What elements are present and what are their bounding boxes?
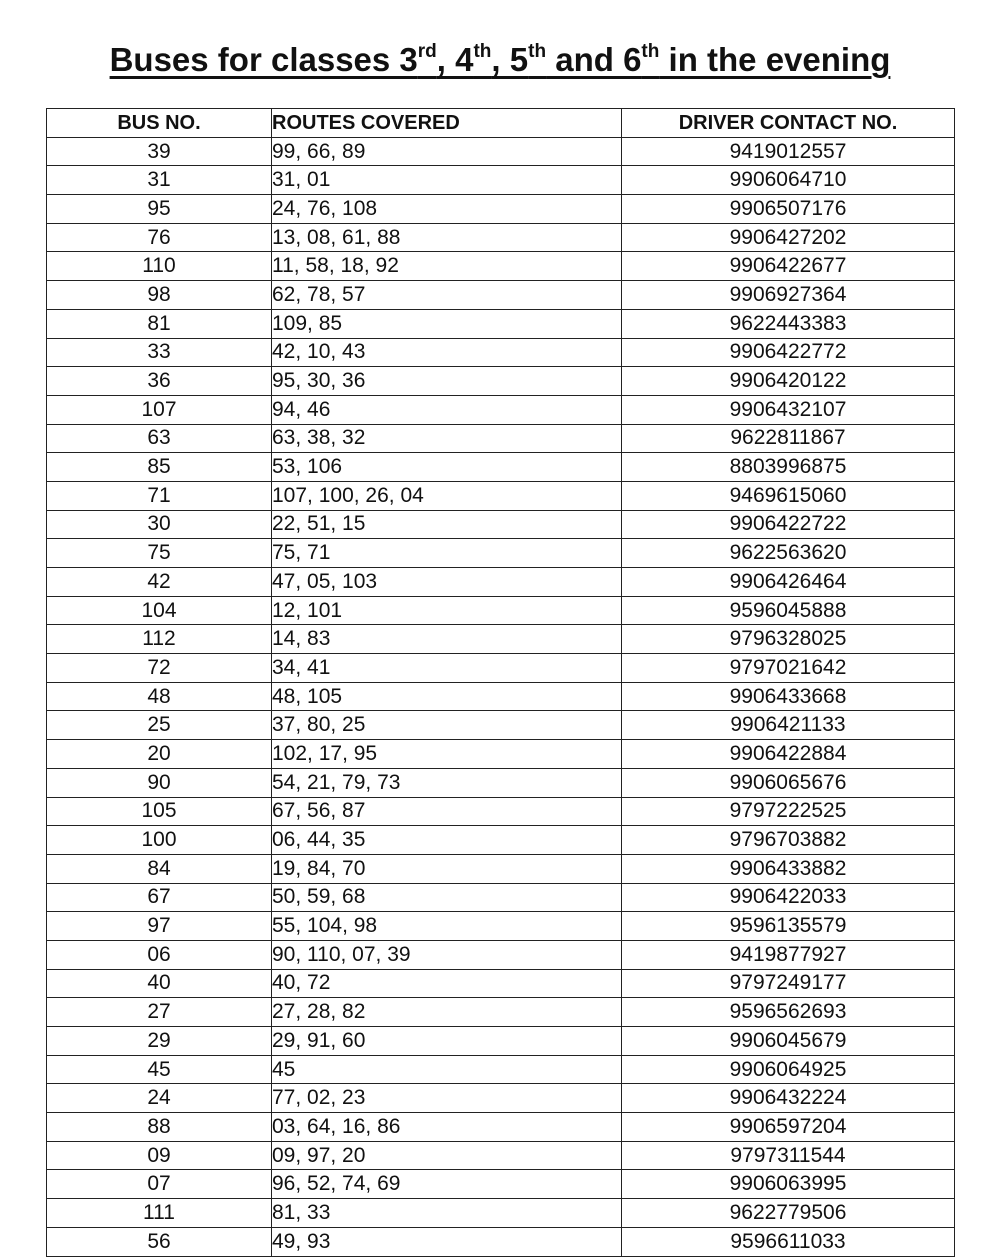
table-row <box>47 539 955 568</box>
routes-covered-cell: 03, 64, 16, 86 <box>272 1113 622 1142</box>
driver-contact-cell: 9622563620 <box>622 539 955 568</box>
table-row <box>47 395 955 424</box>
routes-covered-cell: 12, 101 <box>272 596 622 625</box>
driver-contact-cell: 9906507176 <box>622 195 955 224</box>
table-row <box>47 998 955 1027</box>
table-row <box>47 137 955 166</box>
bus-number-cell: 48 <box>47 682 272 711</box>
table-row <box>47 969 955 998</box>
driver-contact-cell: 9419877927 <box>622 940 955 969</box>
routes-covered-cell: 37, 80, 25 <box>272 711 622 740</box>
driver-contact-cell: 9596135579 <box>622 912 955 941</box>
bus-number-cell: 06 <box>47 940 272 969</box>
routes-covered-cell: 102, 17, 95 <box>272 740 622 769</box>
title-prefix: Buses for classes 3 <box>109 41 418 78</box>
table-row <box>47 854 955 883</box>
bus-number-cell: 40 <box>47 969 272 998</box>
routes-covered-cell: 99, 66, 89 <box>272 137 622 166</box>
routes-covered-cell: 95, 30, 36 <box>272 367 622 396</box>
bus-number-cell: 20 <box>47 740 272 769</box>
column-header-driver-contact: DRIVER CONTACT NO. <box>622 109 955 138</box>
driver-contact-cell: 9906064710 <box>622 166 955 195</box>
routes-covered-cell: 13, 08, 61, 88 <box>272 223 622 252</box>
title-part: and 6 <box>546 41 642 78</box>
bus-number-cell: 36 <box>47 367 272 396</box>
routes-covered-cell: 77, 02, 23 <box>272 1084 622 1113</box>
driver-contact-cell: 9622779506 <box>622 1199 955 1228</box>
bus-number-cell: 29 <box>47 1027 272 1056</box>
title-part: , 5 <box>491 41 529 78</box>
driver-contact-cell: 9906045679 <box>622 1027 955 1056</box>
driver-contact-cell: 9906064925 <box>622 1055 955 1084</box>
table-row <box>47 481 955 510</box>
bus-number-cell: 98 <box>47 281 272 310</box>
bus-number-cell: 100 <box>47 826 272 855</box>
routes-covered-cell: 107, 100, 26, 04 <box>272 481 622 510</box>
driver-contact-cell: 9906433882 <box>622 854 955 883</box>
driver-contact-cell: 9469615060 <box>622 481 955 510</box>
driver-contact-cell: 9796328025 <box>622 625 955 654</box>
title-superscript: th <box>641 41 660 62</box>
bus-number-cell: 107 <box>47 395 272 424</box>
routes-covered-cell: 109, 85 <box>272 309 622 338</box>
driver-contact-cell: 9796703882 <box>622 826 955 855</box>
table-row <box>47 740 955 769</box>
title-superscript: rd <box>417 41 437 62</box>
routes-covered-cell: 24, 76, 108 <box>272 195 622 224</box>
routes-covered-cell: 09, 97, 20 <box>272 1141 622 1170</box>
bus-number-cell: 24 <box>47 1084 272 1113</box>
routes-covered-cell: 96, 52, 74, 69 <box>272 1170 622 1199</box>
driver-contact-cell: 9906420122 <box>622 367 955 396</box>
bus-number-cell: 105 <box>47 797 272 826</box>
table-row <box>47 797 955 826</box>
driver-contact-cell: 9906433668 <box>622 682 955 711</box>
table-body <box>47 137 955 1256</box>
bus-schedule-table <box>46 108 955 1257</box>
bus-number-cell: 84 <box>47 854 272 883</box>
routes-covered-cell: 62, 78, 57 <box>272 281 622 310</box>
driver-contact-cell: 9906422677 <box>622 252 955 281</box>
driver-contact-cell: 9596562693 <box>622 998 955 1027</box>
driver-contact-cell: 9906063995 <box>622 1170 955 1199</box>
bus-number-cell: 111 <box>47 1199 272 1228</box>
table-row <box>47 1170 955 1199</box>
driver-contact-cell: 9906422722 <box>622 510 955 539</box>
driver-contact-cell: 9596611033 <box>622 1227 955 1256</box>
driver-contact-cell: 9906427202 <box>622 223 955 252</box>
routes-covered-cell: 29, 91, 60 <box>272 1027 622 1056</box>
routes-covered-cell: 90, 110, 07, 39 <box>272 940 622 969</box>
page-title-text <box>110 41 891 78</box>
table-row <box>47 768 955 797</box>
routes-covered-cell: 34, 41 <box>272 654 622 683</box>
bus-number-cell: 25 <box>47 711 272 740</box>
bus-number-cell: 88 <box>47 1113 272 1142</box>
title-part: , 4 <box>436 41 474 78</box>
bus-number-cell: 09 <box>47 1141 272 1170</box>
table-row <box>47 453 955 482</box>
bus-number-cell: 112 <box>47 625 272 654</box>
driver-contact-cell: 9596045888 <box>622 596 955 625</box>
driver-contact-cell: 9906422033 <box>622 883 955 912</box>
routes-covered-cell: 06, 44, 35 <box>272 826 622 855</box>
table-row <box>47 223 955 252</box>
routes-covered-cell: 31, 01 <box>272 166 622 195</box>
bus-number-cell: 71 <box>47 481 272 510</box>
routes-covered-cell: 50, 59, 68 <box>272 883 622 912</box>
table-row <box>47 912 955 941</box>
routes-covered-cell: 40, 72 <box>272 969 622 998</box>
table-row <box>47 1084 955 1113</box>
table-row <box>47 625 955 654</box>
routes-covered-cell: 54, 21, 79, 73 <box>272 768 622 797</box>
table-row <box>47 424 955 453</box>
page-title <box>0 38 1000 88</box>
bus-number-cell: 97 <box>47 912 272 941</box>
driver-contact-cell: 9906422884 <box>622 740 955 769</box>
driver-contact-cell: 9419012557 <box>622 137 955 166</box>
bus-number-cell: 95 <box>47 195 272 224</box>
routes-covered-cell: 94, 46 <box>272 395 622 424</box>
table-row <box>47 195 955 224</box>
title-suffix: in the evening <box>659 41 891 78</box>
routes-covered-cell: 22, 51, 15 <box>272 510 622 539</box>
routes-covered-cell: 63, 38, 32 <box>272 424 622 453</box>
driver-contact-cell: 9906065676 <box>622 768 955 797</box>
driver-contact-cell: 9906421133 <box>622 711 955 740</box>
bus-number-cell: 56 <box>47 1227 272 1256</box>
routes-covered-cell: 45 <box>272 1055 622 1084</box>
table-row <box>47 1055 955 1084</box>
driver-contact-cell: 9797222525 <box>622 797 955 826</box>
routes-covered-cell: 19, 84, 70 <box>272 854 622 883</box>
bus-number-cell: 42 <box>47 568 272 597</box>
driver-contact-cell: 9906426464 <box>622 568 955 597</box>
routes-covered-cell: 14, 83 <box>272 625 622 654</box>
driver-contact-cell: 9906422772 <box>622 338 955 367</box>
driver-contact-cell: 8803996875 <box>622 453 955 482</box>
driver-contact-cell: 9906927364 <box>622 281 955 310</box>
bus-number-cell: 85 <box>47 453 272 482</box>
bus-number-cell: 27 <box>47 998 272 1027</box>
bus-number-cell: 30 <box>47 510 272 539</box>
table-row <box>47 510 955 539</box>
table-row <box>47 568 955 597</box>
routes-covered-cell: 55, 104, 98 <box>272 912 622 941</box>
driver-contact-cell: 9797021642 <box>622 654 955 683</box>
table-row <box>47 596 955 625</box>
bus-number-cell: 110 <box>47 252 272 281</box>
driver-contact-cell: 9622443383 <box>622 309 955 338</box>
bus-number-cell: 39 <box>47 137 272 166</box>
routes-covered-cell: 49, 93 <box>272 1227 622 1256</box>
table-row <box>47 940 955 969</box>
table-row <box>47 1027 955 1056</box>
driver-contact-cell: 9906432107 <box>622 395 955 424</box>
table-row <box>47 682 955 711</box>
bus-number-cell: 81 <box>47 309 272 338</box>
routes-covered-cell: 47, 05, 103 <box>272 568 622 597</box>
table-row <box>47 826 955 855</box>
table-row <box>47 309 955 338</box>
table-row <box>47 338 955 367</box>
bus-number-cell: 90 <box>47 768 272 797</box>
bus-number-cell: 63 <box>47 424 272 453</box>
bus-number-cell: 45 <box>47 1055 272 1084</box>
bus-number-cell: 76 <box>47 223 272 252</box>
routes-covered-cell: 67, 56, 87 <box>272 797 622 826</box>
column-header-bus-no: BUS NO. <box>47 109 272 138</box>
driver-contact-cell: 9906432224 <box>622 1084 955 1113</box>
table-row <box>47 883 955 912</box>
table-row <box>47 1199 955 1228</box>
driver-contact-cell: 9906597204 <box>622 1113 955 1142</box>
column-header-routes-covered: ROUTES COVERED <box>272 109 622 138</box>
bus-number-cell: 33 <box>47 338 272 367</box>
routes-covered-cell: 48, 105 <box>272 682 622 711</box>
routes-covered-cell: 53, 106 <box>272 453 622 482</box>
table-row <box>47 281 955 310</box>
bus-number-cell: 31 <box>47 166 272 195</box>
routes-covered-cell: 27, 28, 82 <box>272 998 622 1027</box>
table-row <box>47 367 955 396</box>
routes-covered-cell: 42, 10, 43 <box>272 338 622 367</box>
table-row <box>47 1227 955 1256</box>
table-row <box>47 166 955 195</box>
title-superscript: th <box>473 41 492 62</box>
driver-contact-cell: 9797311544 <box>622 1141 955 1170</box>
bus-number-cell: 07 <box>47 1170 272 1199</box>
bus-number-cell: 104 <box>47 596 272 625</box>
table-row <box>47 654 955 683</box>
routes-covered-cell: 81, 33 <box>272 1199 622 1228</box>
bus-number-cell: 67 <box>47 883 272 912</box>
bus-number-cell: 72 <box>47 654 272 683</box>
table-row <box>47 1141 955 1170</box>
title-superscript: th <box>528 41 547 62</box>
table-row <box>47 1113 955 1142</box>
routes-covered-cell: 75, 71 <box>272 539 622 568</box>
table-row <box>47 711 955 740</box>
driver-contact-cell: 9622811867 <box>622 424 955 453</box>
driver-contact-cell: 9797249177 <box>622 969 955 998</box>
table-header-row <box>47 109 955 138</box>
routes-covered-cell: 11, 58, 18, 92 <box>272 252 622 281</box>
table-row <box>47 252 955 281</box>
bus-number-cell: 75 <box>47 539 272 568</box>
